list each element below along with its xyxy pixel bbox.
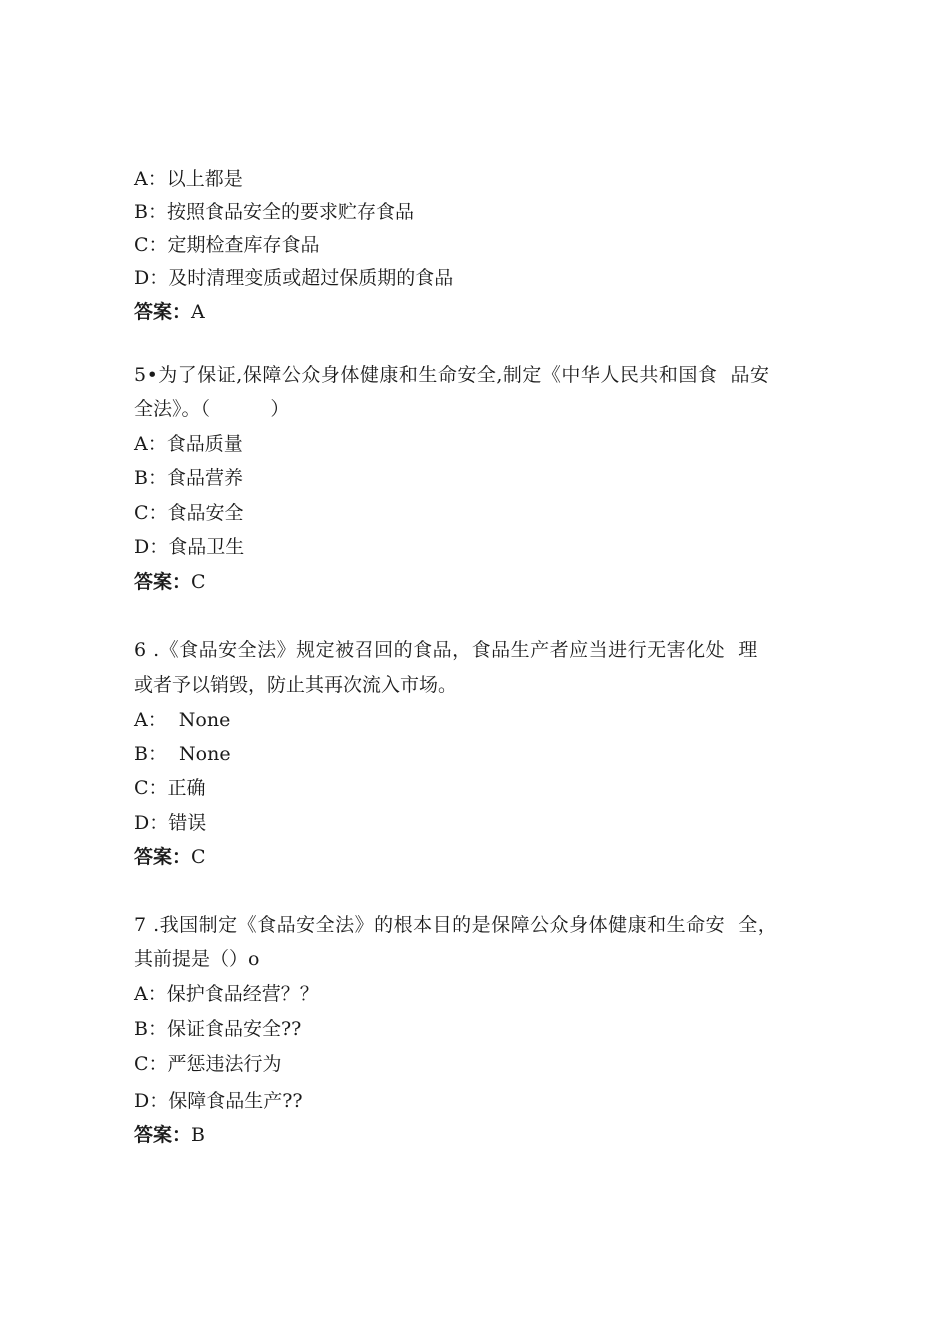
q5-option-c: C：食品安全 [134,502,244,524]
q6-option-a: A： None [134,709,231,731]
q7-answer [134,1123,205,1147]
q5-stem-line1: 5•为了保证,保障公众身体健康和生命安全,制定《中华人民共和国食 品安 [134,364,770,386]
q7-option-a: A：保护食品经营？？ [134,983,319,1005]
q7-stem-line1: 7 .我国制定《食品安全法》的根本目的是保障公众身体健康和生命安 全， [134,914,778,936]
q4-option-b: B：按照食品安全的要求贮存食品 [134,201,414,223]
q4-answer-label: 答案： [134,301,192,323]
q4-answer-value: A [191,301,205,323]
q6-answer [134,845,206,869]
q5-option-a: A：食品质量 [134,433,243,455]
q5-answer-value: C [191,571,206,593]
q4-option-d: D：及时清理变质或超过保质期的食品 [134,267,454,289]
q7-option-b: B：保证食品安全?? [134,1018,302,1040]
q5-option-d: D：食品卫生 [134,536,245,558]
q7-option-d: D：保障食品生产?? [134,1090,303,1112]
q6-stem-line2: 或者予以销毁，防止其再次流入市场。 [134,674,458,696]
q7-option-c: C：严惩违法行为 [134,1053,282,1075]
q5-answer-label: 答案： [134,571,192,593]
q5-answer [134,570,206,594]
q7-stem-line2: 其前提是（）o [134,948,260,970]
q6-answer-label: 答案： [134,846,192,868]
q6-option-c: C：正确 [134,777,206,799]
q4-option-a: A：以上都是 [134,168,243,190]
q5-stem-line2: 全法》。（ ） [134,398,290,420]
q5-option-b: B：食品营养 [134,467,243,489]
q6-option-d: D：错误 [134,812,207,834]
q6-stem-line1: 6 .《食品安全法》规定被召回的食品，食品生产者应当进行无害化处 理 [134,639,758,661]
q4-option-c: C：定期检查库存食品 [134,234,320,256]
q7-answer-label: 答案： [134,1124,192,1146]
q6-answer-value: C [191,846,206,868]
q6-option-b: B： None [134,743,231,765]
q4-answer [134,300,205,324]
q7-answer-value: B [191,1124,205,1146]
